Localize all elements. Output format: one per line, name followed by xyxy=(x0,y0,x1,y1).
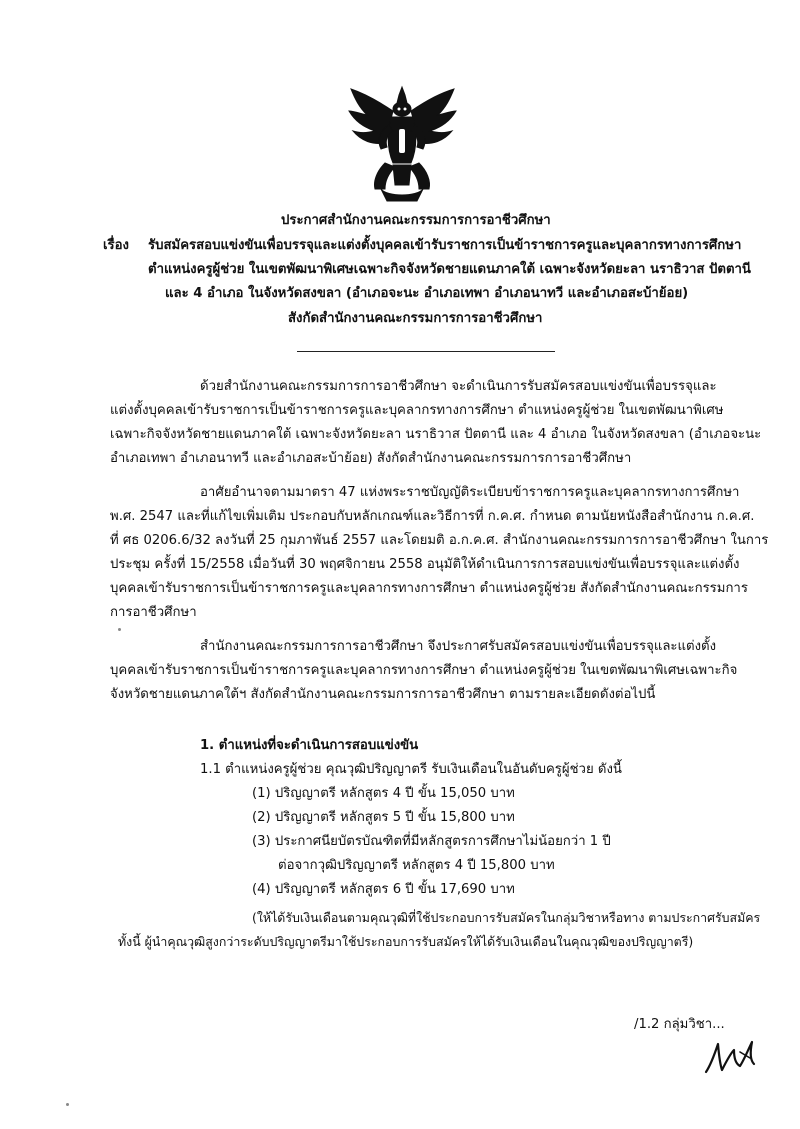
subsection-text: 1.1 ตำแหน่งครูผู้ช่วย คุณวุฒิปริญญาตรี รับเงินเดือนในอันดับครูผู้ช่วย ดังนี้ xyxy=(200,762,622,777)
salary-note: ทั้งนี้ ผู้นำคุณวุฒิสูงกว่าระดับปริญญาตรีมาใช้ประกอบการรับสมัครให้ได้รับเงินเดือนในคุณวุฒิของปริญญาตรี) xyxy=(118,934,694,949)
list-item: ต่อจากวุฒิปริญญาตรี หลักสูตร 4 ปี 15,800 บาท xyxy=(278,858,555,873)
paragraph-line: จังหวัดชายแดนภาคใต้ฯ สังกัดสำนักงานคณะกรรมการการอาชีวศึกษา ตามรายละเอียดดังต่อไปนี้ xyxy=(110,687,656,702)
scan-speck xyxy=(118,628,121,631)
paragraph-line: สำนักงานคณะกรรมการการอาชีวศึกษา จึงประกาศรับสมัครสอบแข่งขันเพื่อบรรจุและแต่งตั้ง xyxy=(200,639,717,654)
subject-line: และ 4 อำเภอ ในจังหวัดสงขลา (อำเภอจะนะ อำเภอเทพา อำเภอนาทวี และอำเภอสะบ้าย้อย) xyxy=(165,286,689,301)
salary-note: (ให้ได้รับเงินเดือนตามคุณวุฒิที่ใช้ประกอบการรับสมัครในกลุ่มวิชาหรือทาง ตามประกาศรับสมัคร xyxy=(252,910,761,925)
paragraph-line: ประชุม ครั้งที่ 15/2558 เมื่อวันที่ 30 พฤศจิกายน 2558 อนุมัติให้ดำเนินการการสอบแข่งขันเพื่อบรรจุและแต่งตั้ง xyxy=(110,557,740,572)
paragraph-line: บุคคลเข้ารับราชการเป็นข้าราชการครูและบุคลากรทางการศึกษา ตำแหน่งครูผู้ช่วย ในเขตพัฒนาพิเศษเฉพาะกิจ xyxy=(110,663,738,678)
continuation-marker: /1.2 กลุ่มวิชา... xyxy=(634,1017,725,1032)
subject-label: เรื่อง xyxy=(103,238,129,253)
paragraph-line: การอาชีวศึกษา xyxy=(110,605,197,620)
scan-speck xyxy=(66,1103,69,1106)
subject-line: รับสมัครสอบแข่งขันเพื่อบรรจุและแต่งตั้งบุคคลเข้ารับราชการเป็นข้าราชการครูและบุคลากรทางการศึกษา xyxy=(148,238,742,253)
paragraph-line: อำเภอเทพา อำเภอนาทวี และอำเภอสะบ้าย้อย) สังกัดสำนักงานคณะกรรมการการอาชีวศึกษา xyxy=(110,451,632,466)
subject-line: ตำแหน่งครูผู้ช่วย ในเขตพัฒนาพิเศษเฉพาะกิจจังหวัดชายแดนภาคใต้ เฉพาะจังหวัดยะลา นราธิวาส ปัตตานี xyxy=(148,262,751,277)
header-divider xyxy=(297,351,555,352)
paragraph-line: พ.ศ. 2547 และที่แก้ไขเพิ่มเติม ประกอบกับหลักเกณฑ์และวิธีการที่ ก.ค.ศ. กำหนด ตามนัยหนังสือสำนักงาน ก.ค.ศ. xyxy=(110,509,755,524)
paragraph-line: เฉพาะกิจจังหวัดชายแดนภาคใต้ เฉพาะจังหวัดยะลา นราธิวาส ปัตตานี และ 4 อำเภอ ในจังหวัดสงขลา (อำเภอจะนะ xyxy=(110,427,762,442)
list-item: (2) ปริญญาตรี หลักสูตร 5 ปี ขั้น 15,800 บาท xyxy=(252,810,515,825)
list-item: (3) ประกาศนียบัตรบัณฑิตที่มีหลักสูตรการศึกษาไม่น้อยกว่า 1 ปี xyxy=(252,834,611,849)
signature-initials xyxy=(700,1032,760,1077)
paragraph-line: ด้วยสำนักงานคณะกรรมการการอาชีวศึกษา จะดำเนินการรับสมัครสอบแข่งขันเพื่อบรรจุและ xyxy=(200,379,717,394)
garuda-emblem xyxy=(345,85,460,203)
subject-line: สังกัดสำนักงานคณะกรรมการการอาชีวศึกษา xyxy=(288,311,543,326)
document-title: ประกาศสำนักงานคณะกรรมการการอาชีวศึกษา xyxy=(281,213,551,228)
list-item: (1) ปริญญาตรี หลักสูตร 4 ปี ขั้น 15,050 บาท xyxy=(252,786,515,801)
section-heading: 1. ตำแหน่งที่จะดำเนินการสอบแข่งขัน xyxy=(200,738,419,753)
paragraph-line: อาศัยอำนาจตามมาตรา 47 แห่งพระราชบัญญัติระเบียบข้าราชการครูและบุคลากรทางการศึกษา xyxy=(200,485,740,500)
paragraph-line: บุคคลเข้ารับราชการเป็นข้าราชการครูและบุคลากรทางการศึกษา ตำแหน่งครูผู้ช่วย สังกัดสำนักงานคณะกรรมการ xyxy=(110,581,748,596)
list-item: (4) ปริญญาตรี หลักสูตร 6 ปี ขั้น 17,690 บาท xyxy=(252,882,515,897)
paragraph-line: ที่ ศธ 0206.6/32 ลงวันที่ 25 กุมภาพันธ์ 2557 และโดยมติ อ.ก.ค.ศ. สำนักงานคณะกรรมการการอาชีวศึกษา ในการ xyxy=(110,533,769,548)
paragraph-line: แต่งตั้งบุคคลเข้ารับราชการเป็นข้าราชการครูและบุคลากรทางการศึกษา ตำแหน่งครูผู้ช่วย ในเขตพัฒนาพิเศษ xyxy=(110,403,724,418)
